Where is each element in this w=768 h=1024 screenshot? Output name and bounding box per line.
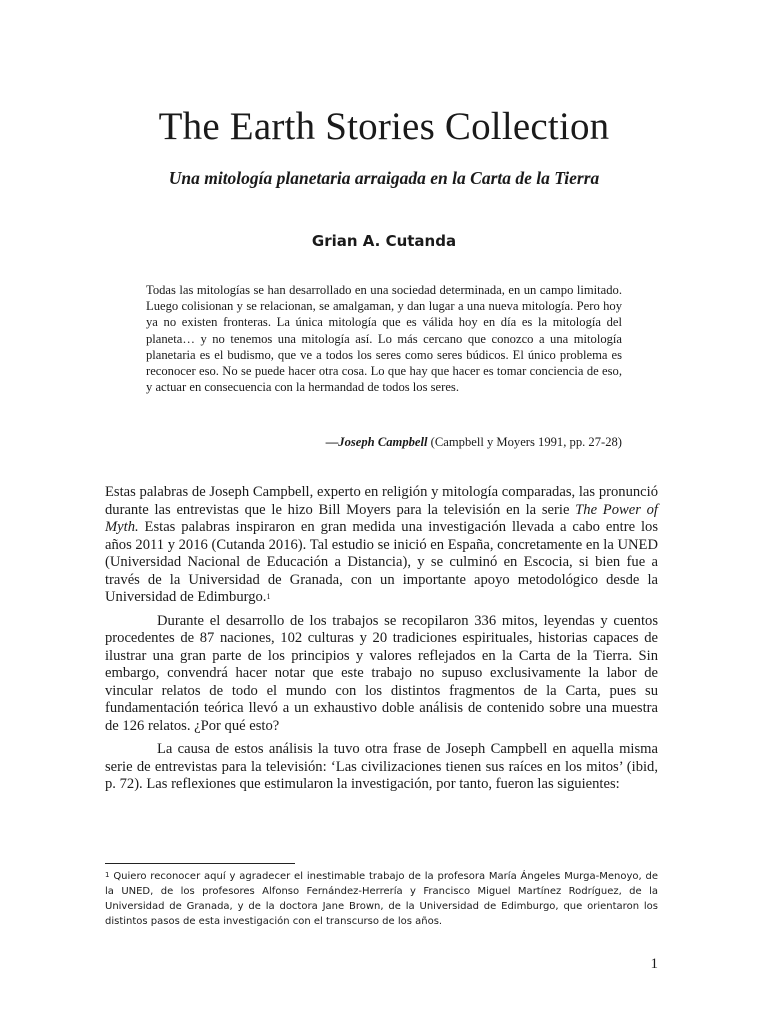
document-title: The Earth Stories Collection [158,105,610,148]
attribution-source: (Campbell y Moyers 1991, pp. 27-28) [427,435,622,449]
paragraph-1-part-a: Estas palabras de Joseph Campbell, experto en religión y mitología comparadas, las pronunció durante las entrevistas que le hizo Bill Moyers para la televisión en la serie [105,484,658,518]
footnote-divider [105,863,295,864]
footnote [105,869,658,929]
footnote-reference[interactable]: 1 [266,592,271,601]
series-title: The Power of Myth. [105,501,658,535]
paragraph-3: La causa de estos análisis la tuvo otra frase de Joseph Campbell en aquella misma serie de entrevistas para la televisión: ‘Las civilizaciones tienen sus raíces en los mitos’ (ibid, p. 72). Las reflexiones que estimularon la investigación, por tanto, fueron las siguientes: [105,741,658,792]
paragraph-1-part-b: Estas palabras inspiraron en gran medida una investigación llevada a cabo entre los años 2011 y 2016 (Cutanda 2016). Tal estudio se inició en España, concretamente en la UNED (Universidad Nacional de Educación a Distancia), y se culminó en Escocia, si bien fue a través de la Universidad de Granada, con un importante apoyo metodológico desde la Universidad de Edimburgo. [105,519,658,605]
epigraph-quote: Todas las mitologías se han desarrollado en una sociedad determinada, en un campo limitado. Luego colisionan y se relacionan, se amalgaman, y dan lugar a una nueva mitología. Pero hoy ya no existen fronteras. La única mitología que es válida hoy en día es la mitología del planeta… y no tenemos una mitología así. Lo más cercano que conozco a una mitología planetaria es el budismo, que ve a todos los seres como seres búdicos. El único problema es reconocer eso. No se puede hacer otra cosa. Lo que hay que hacer es tomar conciencia de eso, y actuar en consecuencia con la hermandad de todos los seres. [146,283,622,395]
paragraph-1 [105,484,658,607]
document-author: Grian A. Cutanda [311,232,457,250]
paragraph-2: Durante el desarrollo de los trabajos se recopilaron 336 mitos, leyendas y cuentos procedentes de 87 naciones, 102 culturas y 20 tradiciones espirituales, historias capaces de ilustrar una gran parte de los principios y valores reflejados en la Carta de la Tierra. Sin embargo, convendrá hacer notar que este trabajo no supuso exclusivamente la labor de vincular relatos de todo el mundo con los distintos fragmentos de la Carta, pues su fundamentación teórica llevó a un exhaustivo doble análisis de contenido sobre una muestra de 126 relatos. ¿Por qué esto? [105,612,658,734]
page-number: 1 [650,956,658,972]
attribution-name: —Joseph Campbell [325,435,428,449]
epigraph-attribution [146,434,622,450]
footnote-text: Quiero reconocer aquí y agradecer el inestimable trabajo de la profesora María Ángeles Murga-Menoyo, de la UNED, de los profesores Alfonso Fernández-Herrería y Francisco Miguel Martínez Rodríguez, de la Universidad de Granada, y de la doctora Jane Brown, de la Universidad de Edimburgo, que orientaron los distintos pasos de esta investigación con el transcurso de los años. [105,871,658,927]
document-subtitle: Una mitología planetaria arraigada en la Carta de la Tierra [168,168,600,188]
body-text [105,484,658,800]
footnote-mark: 1 [105,871,110,879]
